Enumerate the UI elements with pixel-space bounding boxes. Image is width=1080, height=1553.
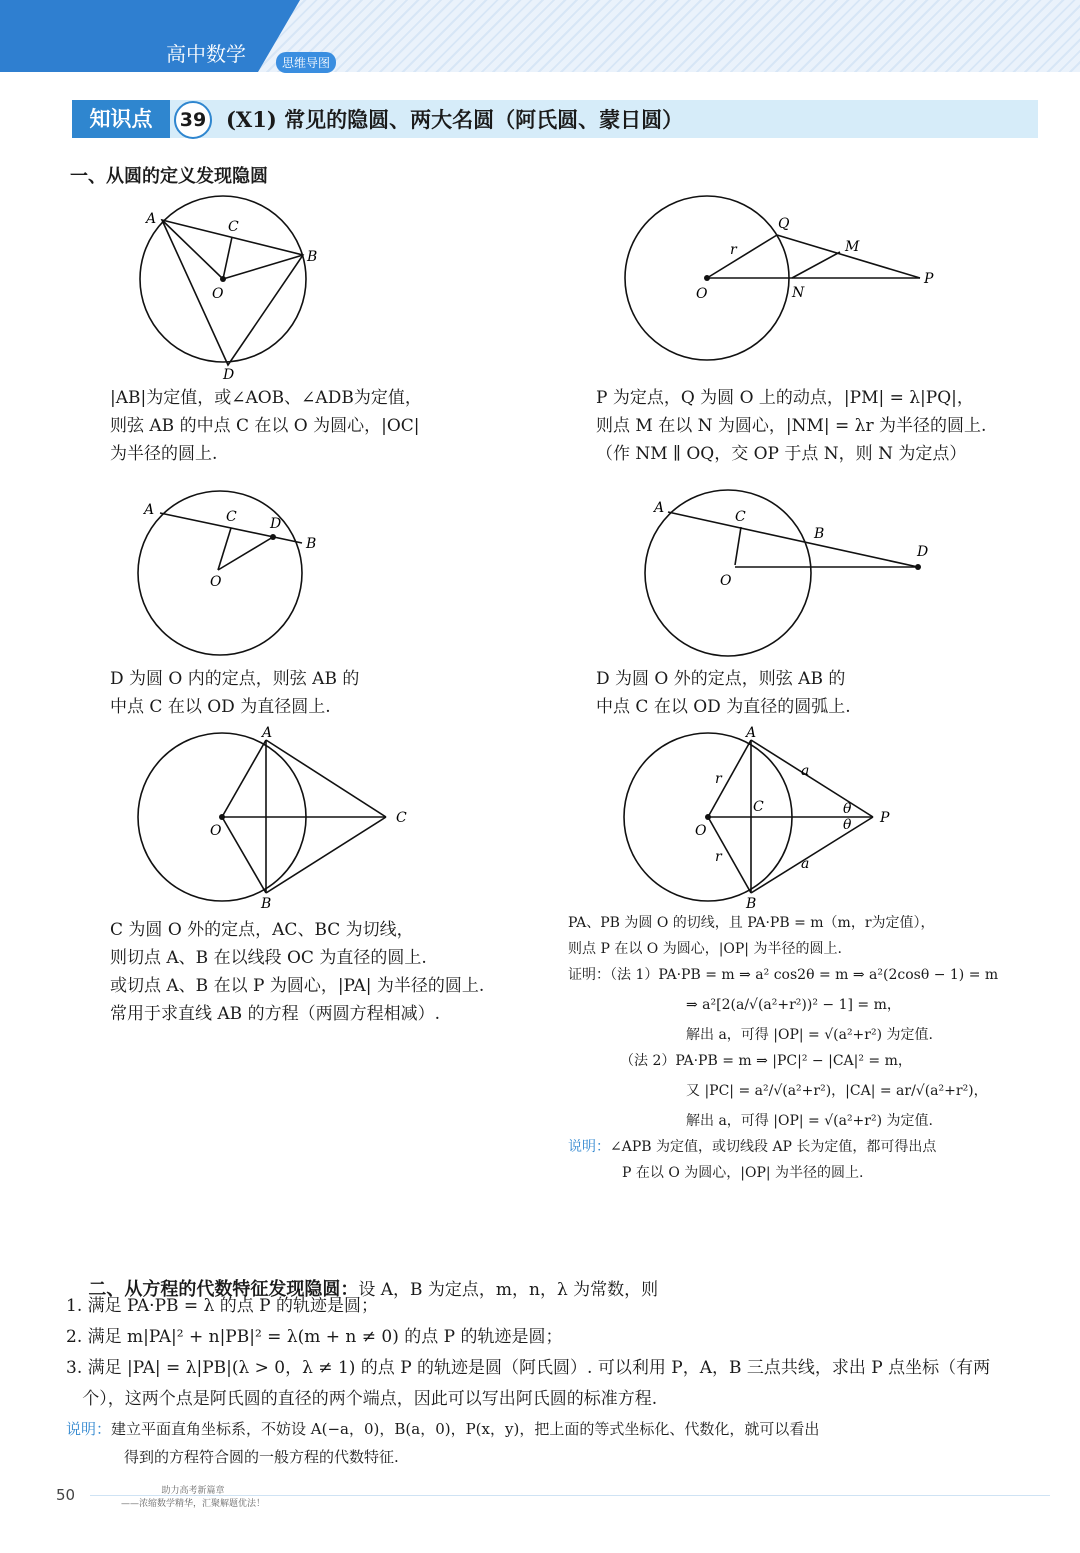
caption-line: P 为定点，Q 为圆 O 上的动点，|PM| = λ|PQ|， — [596, 388, 974, 408]
figure-6 — [615, 725, 905, 915]
note-line: P 在以 O 为圆心，|OP| 为半径的圆上. — [622, 1165, 864, 1181]
caption-line: D 为圆 O 内的定点，则弦 AB 的 — [110, 669, 360, 689]
figure-1 — [130, 195, 330, 385]
caption-line: |AB|为定值，或∠AOB、∠ADB为定值， — [110, 388, 422, 408]
caption-line: 中点 C 在以 OD 为直径圆上. — [110, 697, 331, 717]
fig1-label: B — [307, 249, 318, 265]
fig6-label: a — [801, 856, 810, 872]
note-line: 建立平面直角坐标系，不妨设 A(−a，0)，B(a，0)，P(x，y)，把上面的等式坐标化、代数化，就可以看出 — [111, 1420, 820, 1438]
list-item: 3. 满足 |PA| = λ|PB|(λ > 0，λ ≠ 1) 的点 P 的轨迹是圆（阿氏圆）. 可以利用 P，A，B 三点共线，求出 P 点坐标（有两 — [66, 1358, 991, 1378]
fig3-label: A — [144, 502, 155, 518]
fig4-label: O — [720, 573, 732, 589]
note-label: 说明： — [66, 1420, 112, 1438]
header-title: 高中数学 — [166, 42, 246, 66]
fig6-caption — [568, 910, 998, 1186]
fig3-caption — [110, 665, 359, 721]
fig2-label: P — [924, 271, 934, 287]
caption-line: 常用于求直线 AB 的方程（两圆方程相减）. — [110, 1004, 440, 1024]
fig2-label: r — [730, 242, 737, 258]
fig6-label: r — [715, 771, 722, 787]
footer-slogan — [118, 1483, 268, 1509]
section1-heading: 一、从圆的定义发现隐圆 — [70, 166, 268, 187]
fig1-label: D — [223, 367, 235, 383]
figure-4 — [640, 485, 940, 665]
caption-line: 中点 C 在以 OD 为直径的圆弧上. — [596, 697, 851, 717]
proof-line: （法 2）PA·PB = m ⇒ |PC|² − |CA|² = m， — [620, 1053, 912, 1069]
footer-line2: ——浓缩数学精华，汇聚解题优法！ — [120, 1499, 265, 1509]
caption-line: PA、PB 为圆 O 的切线，且 PA·PB = m（m，r为定值）， — [568, 915, 935, 931]
note-line: 得到的方程符合圆的一般方程的代数特征. — [124, 1448, 399, 1466]
fig4-label: B — [814, 526, 825, 542]
section2-heading: 二、从方程的代数特征发现隐圆： — [88, 1279, 359, 1300]
proof-line: 又 |PC| = a²/√(a²+r²)，|CA| = ar/√(a²+r²)， — [686, 1083, 988, 1099]
fig2-label: N — [792, 285, 805, 301]
figure-2 — [620, 190, 950, 370]
caption-line: 为半径的圆上. — [110, 444, 218, 464]
fig6-label: r — [715, 849, 722, 865]
knowledge-point-title: (X1) 常见的隐圆、两大名圆（阿氏圆、蒙日圆） — [226, 107, 684, 132]
fig6-label: P — [880, 810, 890, 826]
figure-3 — [130, 485, 330, 665]
caption-line: 或切点 A、B 在以 P 为圆心，|PA| 为半径的圆上. — [110, 976, 485, 996]
fig5-label: A — [262, 725, 273, 741]
fig1-label: O — [212, 286, 224, 302]
list-item: 个），这两个点是阿氏圆的直径的两个端点，因此可以写出阿氏圆的标准方程. — [66, 1389, 658, 1409]
caption-line: 则点 P 在以 O 为圆心，|OP| 为半径的圆上. — [568, 941, 842, 957]
header-badge: 思维导图 — [276, 52, 336, 73]
fig5-label: B — [261, 896, 272, 912]
proof-line: 解出 a，可得 |OP| = √(a²+r²) 为定值. — [686, 1113, 933, 1129]
fig3-label: O — [210, 574, 222, 590]
caption-line: 则弦 AB 的中点 C 在以 O 为圆心，|OC| — [110, 416, 420, 436]
fig6-label: O — [695, 823, 707, 839]
proof-line: 解出 a，可得 |OP| = √(a²+r²) 为定值. — [686, 1027, 933, 1043]
fig1-caption — [110, 384, 422, 468]
note-label: 说明： — [568, 1139, 610, 1155]
knowledge-point-number: 39 — [174, 101, 212, 139]
figure-5 — [130, 725, 420, 915]
caption-line: 则点 M 在以 N 为圆心，|NM| = λr 为半径的圆上. — [596, 416, 987, 436]
list-item: 1. 满足 PA·PB = λ 的点 P 的轨迹是圆； — [66, 1296, 378, 1316]
note-line: ∠APB 为定值，或切线段 AP 长为定值，都可得出点 — [610, 1139, 937, 1155]
section2-items — [66, 1291, 990, 1471]
caption-line: C 为圆 O 外的定点，AC、BC 为切线， — [110, 920, 414, 940]
fig5-caption — [110, 916, 484, 1028]
fig5-label: O — [210, 823, 222, 839]
fig1-label: C — [228, 219, 239, 235]
knowledge-point-label: 知识点 — [72, 100, 170, 138]
fig3-label: C — [226, 509, 237, 525]
fig6-label: C — [753, 799, 764, 815]
fig2-caption — [596, 384, 986, 468]
fig2-label: Q — [778, 216, 790, 232]
header-stripe — [250, 0, 1080, 72]
caption-line: （作 NM ∥ OQ，交 OP 于点 N，则 N 为定点） — [596, 444, 967, 464]
fig4-caption — [596, 665, 851, 721]
header-bar — [0, 0, 300, 72]
page-number: 50 — [56, 1486, 76, 1504]
fig2-label: M — [845, 239, 860, 255]
fig6-label: B — [746, 896, 757, 912]
fig4-label: A — [654, 500, 665, 516]
caption-line: 则切点 A、B 在以线段 OC 为直径的圆上. — [110, 948, 427, 968]
fig3-label: B — [306, 536, 317, 552]
fig2-label: O — [696, 286, 708, 302]
fig6-label: θ — [843, 801, 852, 817]
section2-heading-tail: 设 A，B 为定点，m，n，λ 为常数，则 — [358, 1280, 659, 1300]
fig4-label: D — [917, 544, 929, 560]
list-item: 2. 满足 m|PA|² + n|PB|² = λ(m + n ≠ 0) 的点 P 的轨迹是圆； — [66, 1327, 563, 1347]
fig4-label: C — [735, 509, 746, 525]
fig6-label: θ — [843, 817, 852, 833]
proof-line: 证明：（法 1）PA·PB = m ⇒ a² cos2θ = m ⇒ a²(2cosθ − 1) = m — [568, 967, 999, 983]
caption-line: D 为圆 O 外的定点，则弦 AB 的 — [596, 669, 846, 689]
proof-line: ⇒ a²[2(a/√(a²+r²))² − 1] = m， — [686, 997, 901, 1013]
fig3-label: D — [270, 516, 282, 532]
footer-line1: 助力高考新篇章 — [161, 1486, 225, 1496]
fig1-label: A — [146, 211, 157, 227]
fig6-label: a — [801, 763, 810, 779]
fig6-label: A — [746, 725, 757, 741]
fig5-label: C — [396, 810, 407, 826]
